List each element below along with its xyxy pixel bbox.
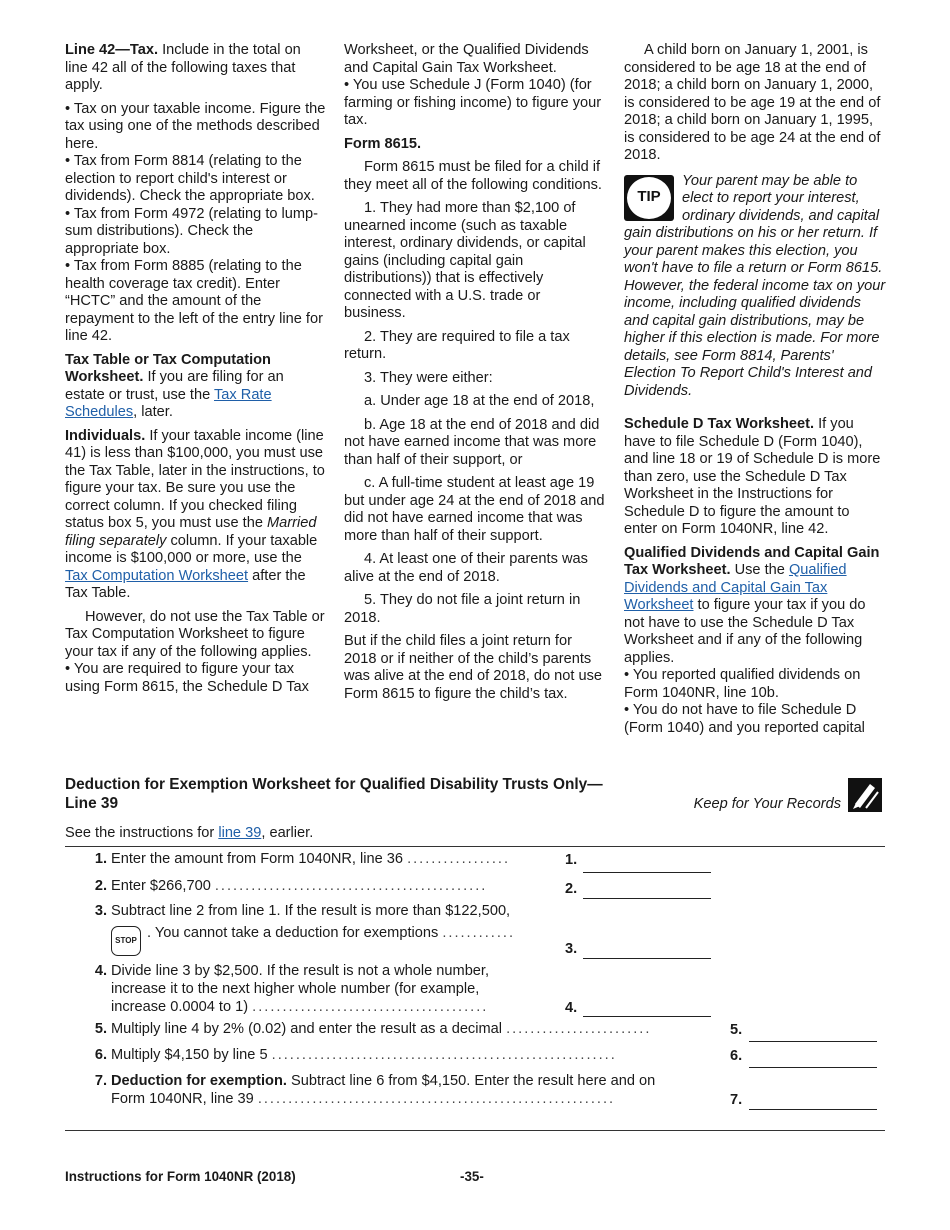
schedule-d-heading: Schedule D Tax Worksheet. bbox=[624, 416, 815, 432]
tax-table-heading: Tax Table or Tax Computation Worksheet. bbox=[65, 351, 271, 385]
column-2 bbox=[344, 42, 606, 709]
bullet-item: • You reported qualified dividends on Form 1040NR, line 10b. bbox=[624, 667, 861, 701]
entry-field-1[interactable] bbox=[583, 872, 711, 873]
line42-text: Include in the total on line 42 all of the following taxes that apply. bbox=[65, 42, 301, 93]
tax-rate-schedules-link[interactable]: Tax Rate Schedules bbox=[65, 386, 272, 420]
tax-computation-worksheet-link[interactable]: Tax Computation Worksheet bbox=[65, 567, 249, 584]
form-8615-heading: Form 8615. bbox=[344, 135, 422, 152]
line-number-7: 7. bbox=[730, 1092, 743, 1108]
tip-text: Your parent may be able to elect to report your interest, ordinary dividends, and capital gain distributions on his or her return. If your parent makes this election, you won't have to file a return or Form 8615. However, the federal income tax on your income, including qualified dividends and capital gain distributions, may be higher if this election is made. For more details, see Form 8814, Parents' Election To Report Child's Interest and Dividends. bbox=[624, 172, 886, 399]
individuals-text: If your taxable income (line 41) is less than $100,000, you must use the Tax Table, later in the instructions, to figure your tax. Be sure you use the correct column. If you checked filing status box 5, you must use the bbox=[65, 427, 325, 531]
line-number-4: 4. bbox=[565, 1000, 578, 1016]
column-3 bbox=[624, 42, 886, 737]
pencil-icon bbox=[848, 778, 882, 812]
tip-label: TIP bbox=[637, 187, 661, 205]
condition-item: c. A full-time student at least age 19 but under age 24 at the end of 2018 and did not have earned income that was more than half of their support. bbox=[344, 475, 605, 544]
worksheet-line-3: 3. Subtract line 2 from line 1. If the result is more than $122,500, bbox=[94, 903, 511, 919]
but-paragraph: But if the child files a joint return for 2018 or if neither of the child’s parents was alive at the end of 2018, do not use Form 8615 to figure the child’s tax. bbox=[344, 633, 603, 702]
bullet-item: • You are required to figure your tax using Form 8615, the Schedule D Tax bbox=[65, 661, 309, 695]
entry-field-2[interactable] bbox=[583, 898, 711, 899]
bullet-item: • Tax from Form 8885 (relating to the health coverage tax credit). Enter “HCTC” and the amount of the repayment to the left of the entry line for line 42. bbox=[65, 258, 323, 344]
condition-item: b. Age 18 at the end of 2018 and did not have earned income that was more than half of their support, or bbox=[344, 416, 600, 468]
married-filing-separately: Married filing separately bbox=[65, 515, 317, 549]
line-39-link[interactable]: line 39 bbox=[218, 825, 262, 841]
worksheet-line-2: 2. Enter $266,700 ............................................. bbox=[94, 878, 488, 894]
line-number-6: 6. bbox=[730, 1048, 743, 1064]
worksheet-line-4-cont: increase it to the next higher whole number (for example, bbox=[111, 981, 480, 997]
link-suffix: , later. bbox=[133, 404, 173, 420]
worksheet-line-5: 5. Multiply line 4 by 2% (0.02) and enter the result as a decimal ........................ bbox=[94, 1021, 652, 1037]
worksheet-line-4: 4. Divide line 3 by $2,500. If the result is not a whole number, bbox=[94, 963, 490, 979]
individuals-heading: Individuals. bbox=[65, 427, 146, 444]
condition-item: a. Under age 18 at the end of 2018, bbox=[364, 393, 595, 409]
condition-item: 2. They are required to file a tax return. bbox=[344, 328, 570, 362]
qd-text: Use the bbox=[734, 562, 785, 578]
divider bbox=[65, 846, 885, 847]
entry-field-5[interactable] bbox=[749, 1041, 877, 1042]
continued-text: Worksheet, or the Qualified Dividends and Capital Gain Tax Worksheet. bbox=[344, 42, 589, 76]
form-8615-text: Form 8615 must be filed for a child if they meet all of the following conditions. bbox=[344, 159, 602, 193]
see-instructions: See the instructions for line 39, earlier. bbox=[65, 825, 314, 841]
entry-field-4[interactable] bbox=[583, 1016, 711, 1017]
qualified-dividends-worksheet-link[interactable]: Qualified Dividends and Capital Gain Tax Worksheet bbox=[624, 562, 847, 613]
exemption-worksheet bbox=[65, 775, 885, 1108]
entry-field-3[interactable] bbox=[583, 958, 711, 959]
worksheet-title: Deduction for Exemption Worksheet for Qualified Disability Trusts Only—Line 39 bbox=[65, 776, 603, 812]
column-1 bbox=[65, 42, 327, 702]
bullet-item: • Tax from Form 8814 (relating to the election to report child's interest or dividends). Check the appropriate box. bbox=[65, 153, 315, 204]
worksheet-line-7-cont: Form 1040NR, line 39 ........................................................... bbox=[111, 1091, 616, 1107]
stop-icon: STOP bbox=[111, 926, 141, 956]
entry-field-7[interactable] bbox=[749, 1109, 877, 1110]
condition-item: 3. They were either: bbox=[364, 369, 493, 386]
schedule-d-text: If you have to file Schedule D (Form 1040), and line 18 or 19 of Schedule D is more than zero, use the Schedule D Tax Worksheet in the Instructions for Schedule D to figure the amount to enter on Form 1040NR, line 42. bbox=[624, 416, 881, 537]
tip-box bbox=[624, 173, 886, 401]
worksheet-line-6: 6. Multiply $4,150 by line 5 ......................................................... bbox=[94, 1047, 617, 1063]
qd-text-2: to figure your tax if you do not have to use the Schedule D Tax Worksheet and if any of the following applies. bbox=[624, 597, 866, 666]
worksheet-line-3-cont: STOP . You cannot take a deduction for exemptions ............ bbox=[111, 925, 515, 956]
footer-form-title: Instructions for Form 1040NR (2018) bbox=[65, 1169, 296, 1184]
line-number-1: 1. bbox=[565, 852, 578, 868]
worksheet-line-4-cont2: increase 0.0004 to 1) ....................................... bbox=[111, 999, 489, 1015]
child-age-paragraph: A child born on January 1, 2001, is considered to be age 18 at the end of 2018; a child born on January 1, 2000, is considered to be age 19 at the end of 2018; a child born on January 1, 1995, is considered to be age 24 at the end of 2018. bbox=[624, 42, 881, 163]
qualified-dividends-heading: Qualified Dividends and Capital Gain Tax Worksheet. bbox=[624, 544, 880, 578]
bullet-item: • You use Schedule J (Form 1040) (for farming or fishing income) to figure your tax. bbox=[344, 77, 602, 128]
tip-icon bbox=[624, 175, 674, 221]
divider-bottom bbox=[65, 1130, 885, 1131]
bullet-item: • You do not have to file Schedule D (Form 1040) and you reported capital bbox=[624, 702, 865, 736]
individuals-text-2: column. If your taxable income is $100,000 or more, use the bbox=[65, 532, 318, 566]
however-paragraph: However, do not use the Tax Table or Tax Computation Worksheet to figure your tax if any of the following applies. bbox=[65, 608, 325, 660]
keep-for-records: Keep for Your Records bbox=[693, 796, 841, 812]
bullet-item: • Tax from Form 4972 (relating to lump-sum distributions). Check the appropriate box. bbox=[65, 205, 319, 257]
tax-table-text: If you are filing for an estate or trust, use the bbox=[65, 369, 284, 403]
page-number: -35- bbox=[460, 1169, 484, 1184]
line-number-3: 3. bbox=[565, 941, 578, 957]
entry-field-6[interactable] bbox=[749, 1067, 877, 1068]
bullet-item: • Tax on your taxable income. Figure the tax using one of the methods described here. bbox=[65, 100, 326, 152]
condition-item: 4. At least one of their parents was alive at the end of 2018. bbox=[344, 551, 588, 585]
condition-item: 1. They had more than $2,100 of unearned income (such as taxable interest, ordinary dividends, or capital gains (including capital gain distributions)) that is effectively connected with a U.S. trade or business. bbox=[344, 200, 586, 321]
worksheet-line-1: 1. Enter the amount from Form 1040NR, line 36 ................. bbox=[94, 851, 511, 867]
line-number-5: 5. bbox=[730, 1022, 743, 1038]
individuals-text-3: after the Tax Table. bbox=[65, 567, 306, 601]
line42-heading: Line 42—Tax. bbox=[65, 42, 158, 58]
worksheet-line-7: 7. Deduction for exemption. Subtract line 6 from $4,150. Enter the result here and on bbox=[94, 1073, 656, 1089]
condition-item: 5. They do not file a joint return in 2018. bbox=[344, 592, 581, 626]
line-number-2: 2. bbox=[565, 881, 578, 897]
